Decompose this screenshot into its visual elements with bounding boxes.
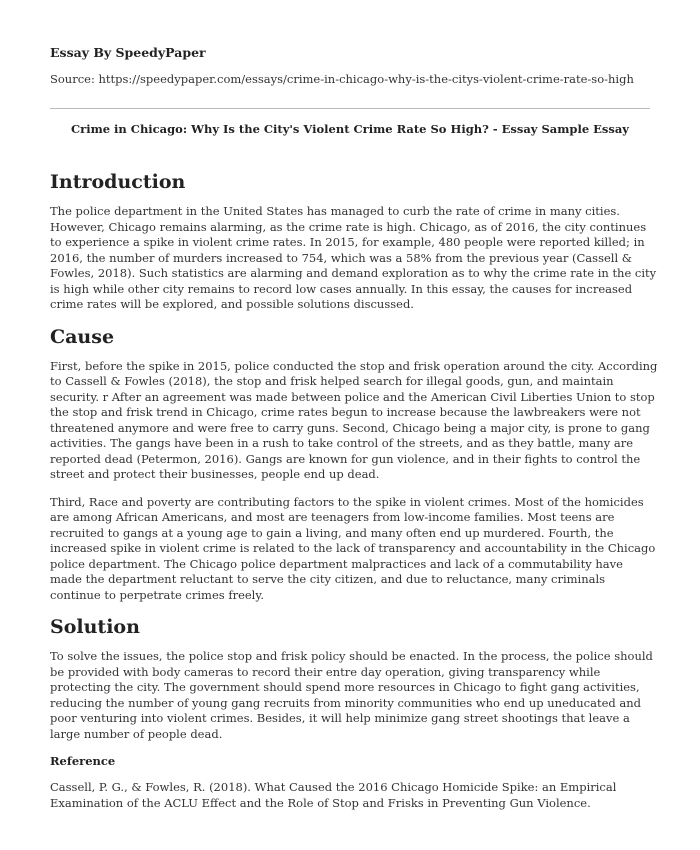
reference-heading: Reference [50, 754, 116, 768]
essay-body [50, 170, 658, 823]
site-label: Essay By SpeedyPaper [50, 45, 206, 60]
reference-entry: Cassell, P. G., & Fowles, R. (2018). What Caused the 2016 Chicago Homicide Spike: an Empirical Examination of the ACLU Effect and the Role of Stop and Frisks in Preventing Gun Violence. [50, 780, 617, 810]
essay-title: Crime in Chicago: Why Is the City's Violent Crime Rate So High? - Essay Sample Essay [70, 122, 629, 136]
source-line: Source: https://speedypaper.com/essays/crime-in-chicago-why-is-the-citys-violent-crime-rate-so-high [50, 72, 634, 86]
header-divider [50, 108, 650, 109]
solution-paragraph: To solve the issues, the police stop and frisk policy should be enacted. In the process, the police should be provided with body cameras to record their entre day operation, giving transparency while protecting the city. The government should spend more resources in Chicago to fight gang activities, reducing the number of young gang recruits from minority communities who end up uneducated and poor venturing into violent crimes. Besides, it will help minimize gang street shootings that leave a large number of people dead. [50, 649, 653, 741]
cause-heading: Cause [50, 325, 115, 348]
solution-heading: Solution [50, 616, 140, 638]
introduction-paragraph: The police department in the United States has managed to curb the rate of crime in many cities. However, Chicago remains alarming, as the crime rate is high. Chicago, as of 2016, the city continues to experience a spike in violent crime rates. In 2015, for example, 480 people were reported killed; in 2016, the number of murders increased to 754, which was a 58% from the previous year (Cassell & Fowles, 2018). Such statistics are alarming and demand exploration as to why the crime rate in the city is high while other city remains to record low cases annually. In this essay, the causes for increased crime rates will be explored, and possible solutions discussed. [50, 204, 657, 311]
cause-paragraph-1: First, before the spike in 2015, police conducted the stop and frisk operation around the city. According to Cassell & Fowles (2018), the stop and frisk helped search for illegal goods, gun, and maintain security. r After an agreement was made between police and the American Civil Liberties Union to stop the stop and frisk trend in Chicago, crime rates begun to increase because the lawbreakers were not threatened anymore and were free to carry guns. Second, Chicago being a major city, is prone to gang activities. The gangs have been in a rush to take control of the streets, and as they battle, many are reported dead (Petermon, 2016). Gangs are known for gun violence, and in their fights to control the street and protect their businesses, people end up dead. [50, 358, 658, 481]
introduction-heading: Introduction [50, 171, 186, 193]
cause-paragraph-2: Third, Race and poverty are contributing factors to the spike in violent crimes. Most of the homicides are among African Americans, and most are teenagers from low-income families. Most teens are recruited to gangs at a young age to gain a living, and many often end up murdered. Fourth, the increased spike in violent crime is related to the lack of transparency and accountability in the Chicago police department. The Chicago police department malpractices and lack of a commutability have made the department reluctant to serve the city citizen, and due to reluctance, many criminals continue to perpetrate crimes freely. [50, 494, 656, 602]
